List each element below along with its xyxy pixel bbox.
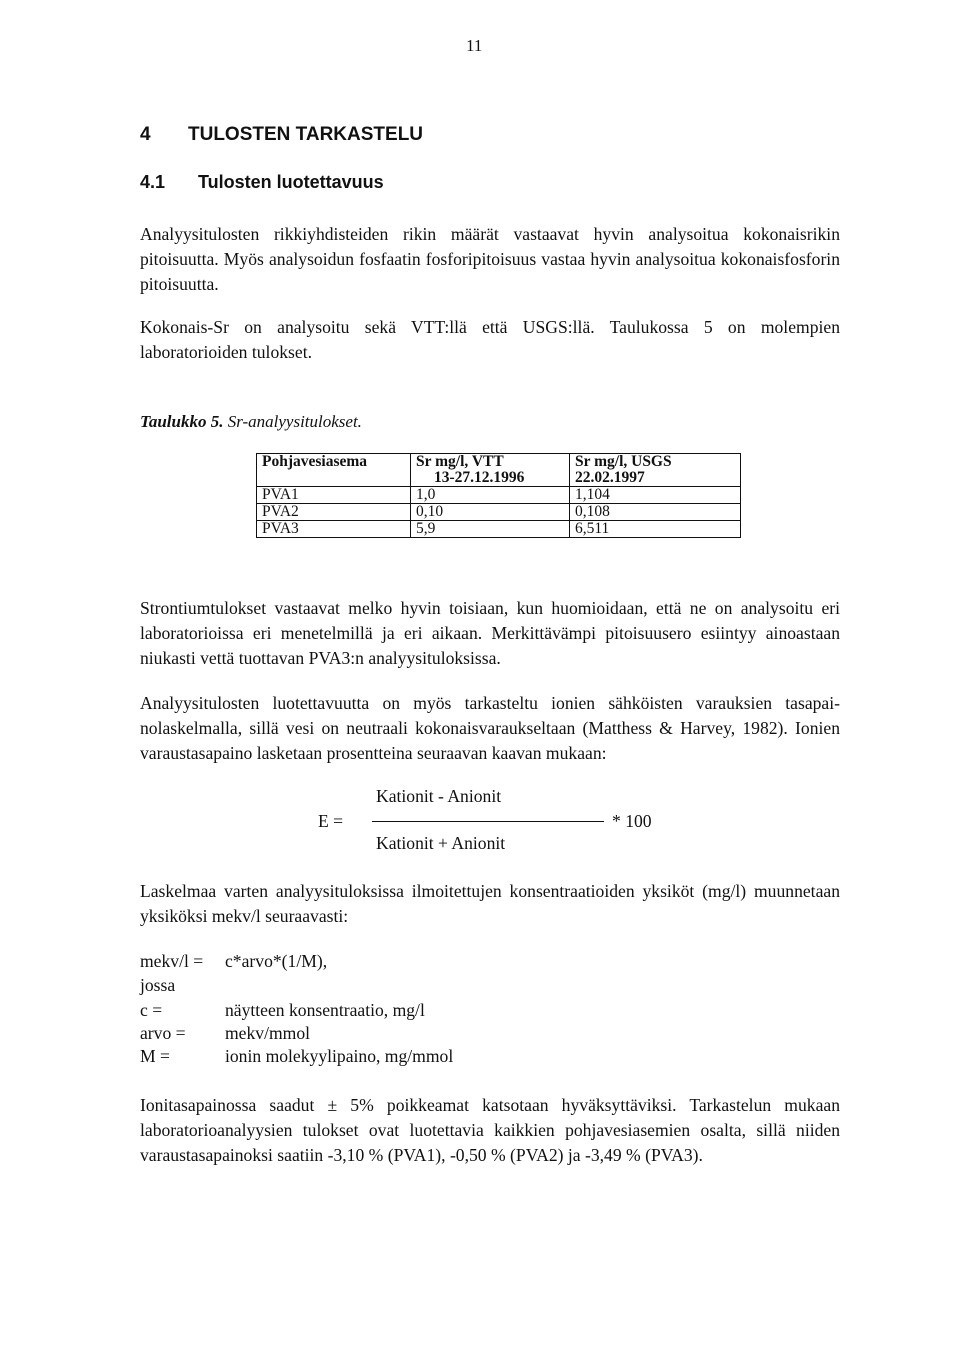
table-cell: PVA2 [257, 504, 411, 521]
paragraph-conclusion: Ionitasapainossa saadut ± 5% poikkeamat katsotaan hyväksyttäviksi. Tarkastelun mukaan laboratorioanalyysien tulokset ovat luotettavia kaikkien pohjavesiasemien osalta, sillä niiden varaustasapainoksi saatiin -3,10 % (PVA1), -0,50 % (PVA2) ja -3,49 % (PVA3). [140, 1095, 840, 1165]
table-cell: 1,104 [570, 487, 741, 504]
table-cell: PVA1 [257, 487, 411, 504]
header-sr-usgs: Sr mg/l, USGS 22.02.1997 [570, 454, 741, 487]
section-number: 4 [140, 124, 151, 145]
paragraph-strontium: Strontiumtulokset vastaavat melko hyvin toisiaan, kun huomioidaan, että ne on analysoitu eri laboratorioissa eri menetelmillä ja eri aikaan. Merkittävämpi pitoisuusero esiintyy ainoastaan niukasti vettä tuottavan PVA3:n analyysituloksissa. [140, 598, 840, 668]
table-cell: 5,9 [411, 521, 570, 538]
formula-multiplier: * 100 [612, 811, 652, 831]
definition-main-value: c*arvo*(1/M), [225, 951, 328, 971]
table-row [257, 487, 741, 504]
formula-numerator: Kationit - Anionit [376, 786, 502, 806]
page-number: 11 [466, 36, 483, 55]
section-heading [140, 124, 423, 146]
header-sr-vtt: Sr mg/l, VTT 13-27.12.1996 [411, 454, 570, 487]
subsection-heading [140, 172, 384, 193]
section-title: TULOSTEN TARKASTELU [188, 124, 424, 145]
subsection-title: Tulosten luotettavuus [198, 172, 384, 192]
definition-main-label: mekv/l = [140, 951, 204, 971]
table-cell: PVA3 [257, 521, 411, 538]
table-caption-text: Sr-analyysitulokset. [227, 412, 362, 431]
sr-results-table [256, 453, 741, 538]
formula-fraction-line [372, 821, 604, 822]
definition-label-c: c = [140, 1000, 163, 1020]
definition-value-c: näytteen konsentraatio, mg/l [225, 1000, 425, 1020]
definition-where: jossa [140, 975, 176, 995]
table-cell: 1,0 [411, 487, 570, 504]
table-row [257, 504, 741, 521]
table-caption-label: Taulukko 5. [140, 412, 224, 431]
definition-value-arvo: mekv/mmol [225, 1023, 311, 1043]
table-cell: 0,108 [570, 504, 741, 521]
table-cell: 0,10 [411, 504, 570, 521]
table-caption [140, 412, 362, 432]
formula-lhs: E = [318, 811, 344, 831]
header-station: Pohjavesiasema [257, 454, 411, 487]
paragraph-unit-conversion: Laskelmaa varten analyysituloksissa ilmoitettujen konsentraatioiden yksiköt (mg/l) muunnetaan yksiköksi mekv/l seuraavasti: [140, 881, 840, 926]
table-header-row [257, 454, 741, 487]
table-cell: 6,511 [570, 521, 741, 538]
subsection-number: 4.1 [140, 172, 166, 192]
paragraph-ion-balance: Analyysitulosten luotettavuutta on myös tarkasteltu ionien sähköisten varauksien tasapainolaskelmalla, sillä vesi on neutraali kokonaisvaraukseltaan (Matthess & Harvey, 1982). Ionien varaustasapaino lasketaan prosentteina seuraavan kaavan mukaan: [140, 693, 840, 763]
definition-value-m: ionin molekyylipaino, mg/mmol [225, 1046, 454, 1066]
definition-label-m: M = [140, 1046, 170, 1066]
table-row [257, 521, 741, 538]
formula-denominator: Kationit + Anionit [376, 833, 506, 853]
definition-label-arvo: arvo = [140, 1023, 186, 1043]
paragraph-sulfur-phosphorus: Analyysitulosten rikkiyhdisteiden rikin määrät vastaavat hyvin analysoitua kokonaisrikin pitoisuutta. Myös analysoidun fosfaatin fosforipitoisuus vastaa hyvin analysoitua kokonaisfosforin pitoisuutta. [140, 224, 840, 294]
paragraph-sr-labs: Kokonais-Sr on analysoitu sekä VTT:llä että USGS:llä. Taulukossa 5 on molempien laboratorioiden tulokset. [140, 317, 840, 362]
